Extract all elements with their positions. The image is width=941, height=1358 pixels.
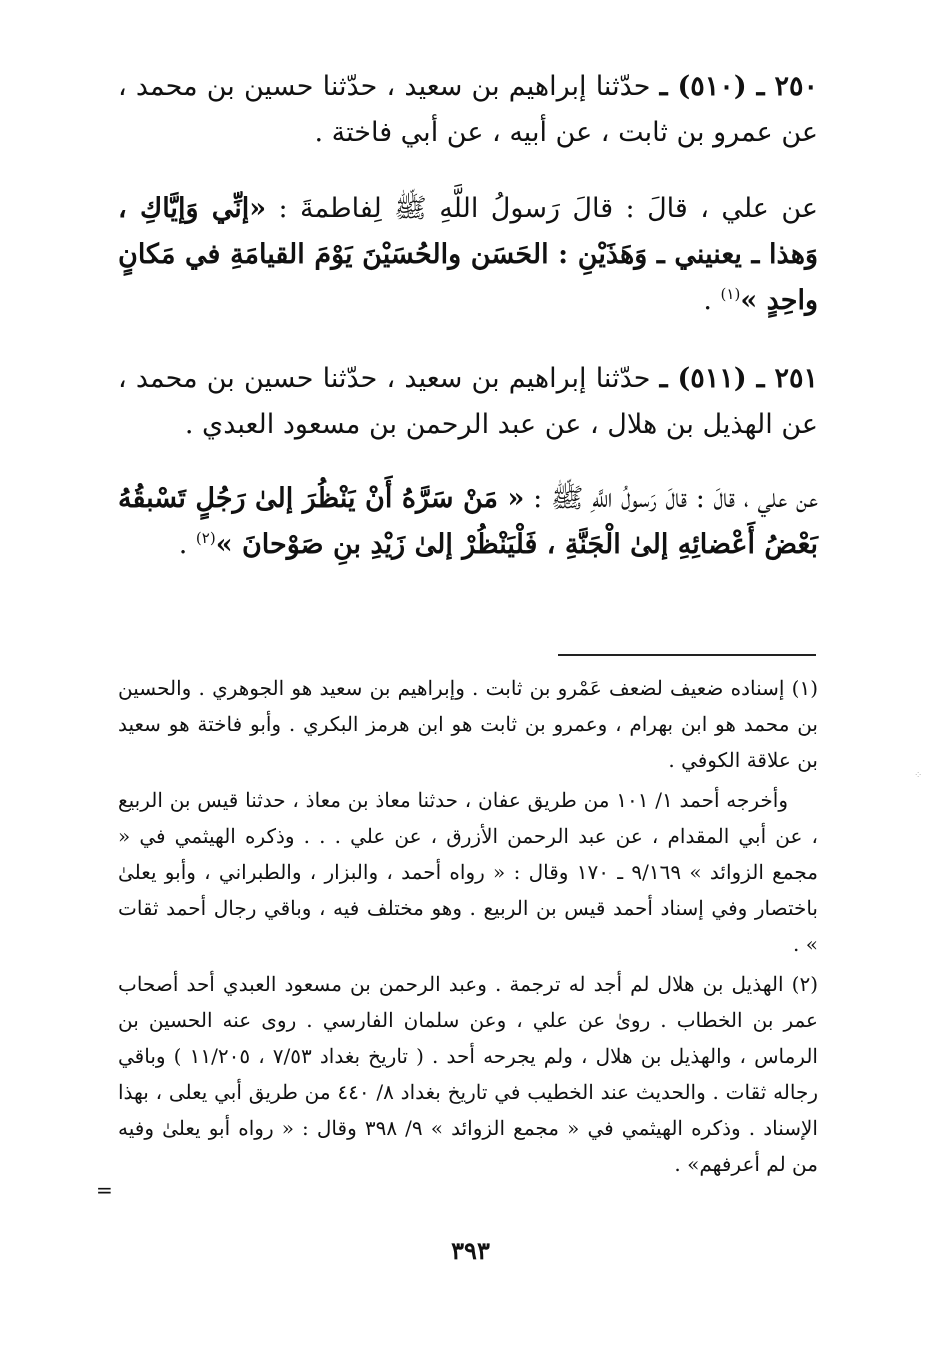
hadith-250-matn	[118, 186, 818, 324]
hadith-250-end: .	[703, 285, 712, 316]
hadith-251-isnad-text: حدّثنا إبراهيم بن سعيد ، حدّثنا حسين بن محمد ، عن الهذيل بن هلال ، عن عبد الرحمن بن مسعود العبدي .	[118, 363, 818, 440]
hadith-250-number: ٢٥٠ ـ (٥١٠) ـ	[659, 71, 818, 102]
hadith-250-isnad-text: حدّثنا إبراهيم بن سعيد ، حدّثنا حسين بن محمد ، عن عمرو بن ثابت ، عن أبيه ، عن أبي فاختة .	[118, 71, 818, 148]
continuation-mark: =	[96, 1178, 113, 1202]
footnote-ref-2: (٢)	[195, 529, 216, 547]
footnote-ref-1: (١)	[720, 285, 741, 303]
hadith-250-quote: «إنِّي وَإيَّاكِ ، وَهذا ـ يعنيني ـ وَهَذَيْنِ : الحَسَن والحُسَيْنَ يَوْمَ القيامَةِ في مَكانٍ واحِدٍ »	[118, 193, 818, 316]
hadith-251-isnad	[118, 356, 818, 448]
hadith-251-quote: « مَنْ سَرَّهُ أَنْ يَنْظُرَ إلىٰ رَجُلٍ تَسْبقُهُ بَعْضُ أَعْضائِهِ إلىٰ الْجَنَّةِ ، فَلْيَنْظُرْ إلىٰ زَيْدِ بنِ صَوْحانَ »	[118, 483, 818, 560]
hadith-251-matn	[118, 476, 818, 568]
footnote-1-paragraph-2: وأخرجه أحمد ١/ ١٠١ من طريق عفان ، حدثنا معاذ بن معاذ ، حدثنا قيس بن الربيع ، عن أبي المقدام ، عن عبد الرحمن الأزرق ، عن علي . . . وذكره الهيثمي في « مجمع الزوائد » ٩/١٦٩ ـ ١٧٠ وقال : « رواه أحمد ، والبزار ، والطبراني ، وأبو يعلىٰ باختصار وفي إسناد أحمد قيس بن الربيع . وهو مختلف فيه ، وباقي رجال أحمد ثقات » .	[118, 788, 818, 956]
hadith-251-number: ٢٥١ ـ (٥١١) ـ	[659, 363, 818, 394]
hadith-250-matn-intro: عن علي ، قالَ : قالَ رَسولُ اللَّهِ ﷺ لِفاطمةَ :	[278, 193, 818, 224]
footnote-2: (٢) الهذيل بن هلال لم أجد له ترجمة . وعبد الرحمن بن مسعود العبدي أحد أصحاب عمر بن الخطاب . روىٰ عن علي ، وعن سلمان الفارسي . روى عنه الحسين بن الرماس ، والهذيل بن هلال ، ولم يجرحه أحد . ( تاريخ بغداد ٧/٥٣ ، ١١/٢٠٥ ) وباقي رجاله ثقات . والحديث عند الخطيب في تاريخ بغداد ٨/ ٤٤٠ من طريق أبي يعلى ، بهذا الإسناد . وذكره الهيثمي في « مجمع الزوائد » ٩/ ٣٩٨ وقال : « رواه أبو يعلىٰ وفيه من لم أعرفهم» .	[118, 972, 818, 1176]
hadith-251-end: .	[178, 529, 188, 560]
footnote-1-paragraph-1: (١) إسناده ضعيف لضعف عَمْرو بن ثابت . وإبراهيم بن سعيد هو الجوهري . والحسين بن محمد هو ابن بهرام ، وعمرو بن ثابت هو ابن هرمز البكري . وأبو فاختة هو سعيد بن علاقة الكوفي .	[118, 676, 818, 772]
hadith-251-matn-intro: عن علي ، قالَ : قالَ رَسولُ اللَّهِ ﷺ :	[533, 483, 818, 514]
footnote-separator	[558, 654, 816, 656]
hadith-250-isnad	[118, 64, 818, 156]
footnotes	[118, 670, 818, 1186]
page-number: ٣٩٣	[451, 1236, 490, 1265]
scan-speck-icon: ⁘	[914, 770, 923, 781]
